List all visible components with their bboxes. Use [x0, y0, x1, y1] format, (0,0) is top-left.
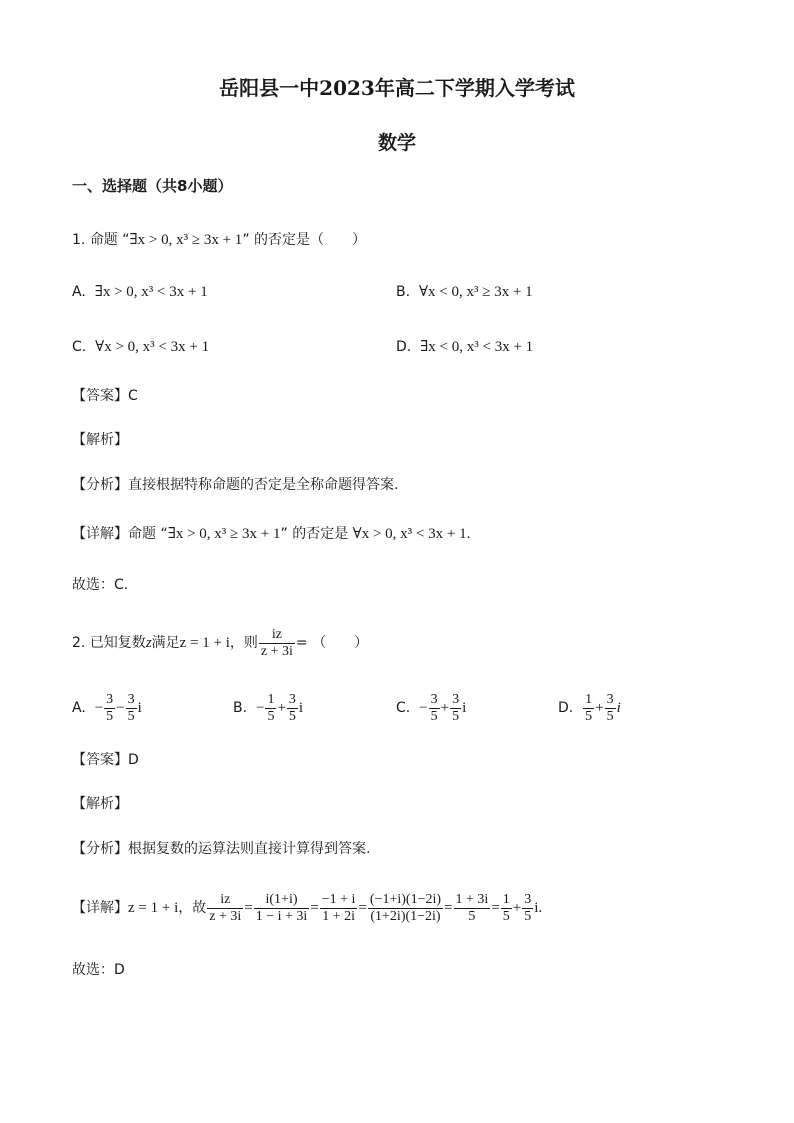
q1-fenxi — [72, 475, 398, 495]
detail-end: . — [466, 526, 471, 542]
q2-answer — [72, 750, 139, 770]
option-letter: B. — [396, 284, 411, 300]
frac-numerator: 3 — [524, 891, 532, 907]
q1-number: 1. — [72, 232, 86, 248]
option-sign: − — [419, 700, 428, 716]
option-frac1 — [583, 692, 594, 725]
option-operator: + — [595, 700, 604, 716]
option-operator: + — [440, 700, 450, 716]
frac-denominator: 5 — [524, 908, 532, 924]
q2-stem — [72, 625, 368, 661]
detail-frac3 — [320, 892, 358, 925]
detail-label: 【详解】 — [72, 526, 128, 542]
frac-numerator: 3 — [452, 691, 460, 707]
frac-denominator: 5 — [606, 708, 614, 724]
frac-numerator: 3 — [106, 691, 114, 707]
detail-cond: z = 1 + i — [128, 900, 179, 916]
frac-denominator: 5 — [127, 708, 135, 724]
frac-denominator: 5 — [267, 708, 275, 724]
answer-value: C — [128, 388, 138, 404]
frac-denominator: z + 3i — [260, 643, 293, 659]
q2-stem-then: ，则 — [229, 635, 258, 651]
q2-fraction — [259, 627, 295, 660]
detail-frac6 — [501, 892, 512, 925]
q1-stem — [72, 230, 366, 250]
q2-conclusion: 故选：D — [72, 962, 125, 978]
frac-denominator: 5 — [106, 708, 114, 724]
q2-option-c[interactable] — [396, 690, 466, 726]
option-frac2 — [126, 692, 137, 725]
option-letter: D. — [396, 339, 412, 355]
option-operator: + — [277, 700, 286, 716]
detail-frac5 — [454, 892, 491, 925]
q1-option-c[interactable] — [72, 337, 209, 357]
option-letter: A. — [72, 284, 86, 300]
option-frac2 — [450, 692, 461, 725]
option-math: ∀x < 0, x³ ≥ 3x + 1 — [418, 284, 533, 300]
detail-pre: 命题 “ — [128, 526, 168, 542]
q1-analysis-label: 【解析】 — [72, 432, 128, 448]
detail-frac7 — [522, 892, 533, 925]
detail-frac4 — [368, 892, 443, 925]
frac-numerator: 3 — [430, 691, 438, 707]
frac-denominator: 5 — [288, 708, 296, 724]
q1-stem-pre: 命题 “ — [89, 232, 130, 248]
subject-title: 数学 — [377, 132, 416, 154]
q1-option-a[interactable] — [72, 282, 208, 302]
imaginary-unit: i — [298, 700, 304, 716]
fenxi-label: 【分析】 — [72, 841, 128, 857]
detail-math1: ∃x > 0, x³ ≥ 3x + 1 — [167, 526, 281, 542]
frac-numerator: 3 — [288, 691, 296, 707]
q2-cond: z = 1 + i — [179, 635, 230, 651]
q1-conclusion: 故选：C. — [72, 577, 129, 593]
q1-answer — [72, 386, 138, 406]
q2-var: z — [145, 635, 152, 651]
q2-stem-post: = （ ） — [295, 635, 369, 651]
imaginary-unit: i — [616, 700, 621, 716]
q2-option-d[interactable] — [558, 690, 621, 726]
detail-math2: ∀x > 0, x³ < 3x + 1 — [352, 526, 467, 542]
frac-numerator: iz — [207, 892, 243, 909]
frac-denominator: 5 — [585, 708, 593, 724]
option-math: ∀x > 0, x³ < 3x + 1 — [95, 339, 210, 355]
q2-stem-mid: 满足 — [151, 635, 180, 651]
frac-denominator: 5 — [468, 908, 476, 924]
frac-numerator: i(1+i) — [254, 892, 310, 909]
q2-fenxi — [72, 839, 370, 859]
fenxi-label: 【分析】 — [72, 477, 128, 493]
detail-frac2 — [254, 892, 310, 925]
frac-numerator: −1 + i — [321, 891, 356, 907]
q1-option-b[interactable] — [396, 282, 533, 302]
option-frac1 — [104, 692, 115, 725]
q2-number: 2. — [72, 635, 86, 651]
frac-numerator: iz — [259, 627, 295, 644]
option-frac1 — [429, 692, 440, 725]
detail-label: 【详解】 — [72, 900, 128, 916]
option-sign: − — [94, 700, 104, 716]
frac-denominator: 5 — [502, 908, 510, 924]
frac-numerator: 3 — [127, 691, 135, 707]
frac-numerator: 1 — [502, 891, 510, 907]
frac-numerator: 1 + 3i — [455, 891, 489, 907]
detail-frac1 — [207, 892, 243, 925]
q2-stem-pre: 已知复数 — [89, 635, 146, 651]
frac-denominator: 1 + 2i — [322, 908, 355, 924]
imaginary-unit: i — [462, 700, 467, 716]
q1-detail — [72, 524, 470, 544]
detail-mid: ” 的否定是 — [280, 526, 349, 542]
q1-option-d[interactable] — [396, 337, 533, 357]
section-heading: 一、选择题（共8小题） — [72, 177, 233, 195]
imaginary-unit: i — [534, 900, 539, 916]
detail-so: ，故 — [178, 900, 207, 916]
option-frac2 — [605, 692, 616, 725]
option-frac1 — [265, 692, 276, 725]
detail-plus: + — [512, 900, 522, 916]
option-letter: A. — [72, 700, 86, 716]
answer-value: D — [128, 752, 139, 768]
fenxi-text: 根据复数的运算法则直接计算得到答案. — [128, 841, 371, 857]
imaginary-unit: i — [137, 700, 142, 716]
frac-numerator: 1 — [267, 691, 275, 707]
frac-denominator: 1 − i + 3i — [255, 908, 308, 924]
q1-stem-math: ∃x > 0, x³ ≥ 3x + 1 — [129, 232, 243, 248]
q2-option-a[interactable] — [72, 690, 142, 726]
answer-label: 【答案】 — [72, 752, 128, 768]
q2-detail: 【详解】z = 1 + i，故 $\frac{iz}{z + 3i}$ = $\frac{i(1+i)}{1 - i + 3i}$ = $\frac{-1 + i}{1 + 2i}$ = $\frac{(-1+i)(1-2i)}{(1+2i)(1-2i)}$ = $\frac{1 + 3i}{5}$ = $\frac{1}{5}$ + $\frac{3}{5}$ i. — [72, 891, 543, 924]
exam-title: 岳阳县一中2023年高二下学期入学考试 — [219, 76, 575, 100]
q2-option-b[interactable] — [233, 690, 303, 726]
option-sign: − — [255, 700, 265, 716]
frac-denominator: 5 — [452, 708, 460, 724]
frac-numerator: (−1+i)(1−2i) — [369, 891, 442, 907]
answer-label: 【答案】 — [72, 388, 128, 404]
option-letter: D. — [558, 700, 574, 716]
frac-denominator: z + 3i — [209, 908, 242, 924]
option-letter: C. — [72, 339, 87, 355]
q2-analysis-label: 【解析】 — [72, 796, 128, 812]
frac-numerator: 1 — [585, 691, 593, 707]
option-frac2 — [287, 692, 298, 725]
option-letter: C. — [396, 700, 411, 716]
option-math: ∃x > 0, x³ < 3x + 1 — [94, 284, 208, 300]
q1-stem-post: ” 的否定是（ ） — [242, 232, 367, 248]
option-letter: B. — [233, 700, 248, 716]
detail-end: . — [538, 900, 543, 916]
frac-denominator: (1+2i)(1−2i) — [370, 908, 441, 924]
option-operator: − — [116, 700, 125, 716]
option-math: ∃x < 0, x³ < 3x + 1 — [420, 339, 534, 355]
frac-numerator: 3 — [606, 691, 614, 707]
fenxi-text: 直接根据特称命题的否定是全称命题得答案. — [128, 477, 399, 493]
frac-denominator: 5 — [430, 708, 438, 724]
